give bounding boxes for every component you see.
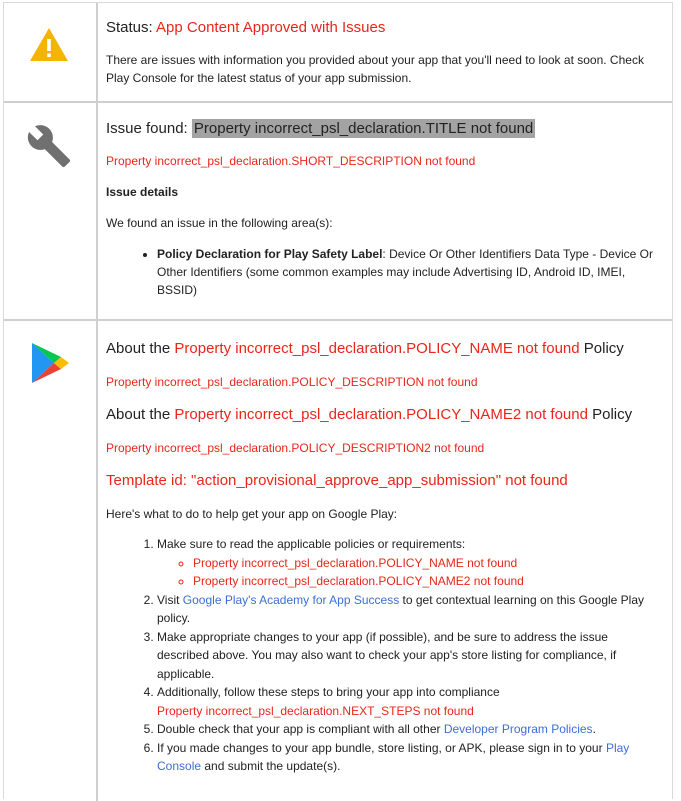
google-play-icon <box>30 341 70 385</box>
step-2-pre: Visit <box>157 592 183 607</box>
template-error: Template id: "action_provisional_approve_app_submission" not found <box>106 472 568 489</box>
about-prefix: About the <box>106 340 175 357</box>
step-5 <box>157 720 662 739</box>
about-prefix-2: About the <box>106 406 175 423</box>
step-6-pre: If you made changes to your app bundle, store listing, or APK, please sign in to your <box>157 740 606 755</box>
step-2 <box>157 591 662 628</box>
step-1-text: Make sure to read the applicable policies or requirements: <box>157 537 466 551</box>
about-policy2-line <box>106 405 662 425</box>
step-6-post: and submit the update(s). <box>201 759 341 773</box>
step-2-post: to get contextual learning on this Google Play policy. <box>157 592 645 625</box>
policy-icon-column <box>4 321 98 801</box>
step-3: 3. Make appropriate changes to your app (if possible), and be sure to address the issue described above. You may also want to check your app's store listing for compliance, if applicable. <box>157 628 662 684</box>
policy-name2: Property incorrect_psl_declaration.POLICY_NAME2 not found <box>174 406 588 423</box>
warning-icon <box>28 26 70 64</box>
step-6 <box>157 739 662 776</box>
issue-area-text: : Device Or Other Identifiers Data Type - Device Or Other Identifiers (some common examples may include Advertising ID, Android ID, IMEI, BSSID) <box>157 247 653 297</box>
policy-section <box>4 319 672 801</box>
step-5-pre: Double check that your app is compliant with all other <box>157 722 444 736</box>
issue-icon-column <box>4 103 98 320</box>
policy-description: Property incorrect_psl_declaration.POLICY_DESCRIPTION not found <box>106 375 478 389</box>
about-policy-line <box>106 339 662 359</box>
step-4-detail: Property incorrect_psl_declaration.NEXT_STEPS not found <box>157 703 474 718</box>
policy-name: Property incorrect_psl_declaration.POLICY_NAME not found <box>174 340 580 357</box>
step-1-sublist <box>157 554 662 591</box>
issue-section <box>4 101 672 320</box>
issue-area-name: Policy Declaration for Play Safety Label <box>157 247 383 261</box>
status-line <box>106 18 662 38</box>
status-label: Status: <box>106 19 157 36</box>
step-1-item-2: ◦ Property incorrect_psl_declaration.POLICY_NAME2 not found <box>193 572 662 591</box>
email-body <box>3 2 673 799</box>
policy-suffix-2: Policy <box>587 406 633 423</box>
wrench-icon <box>26 123 72 169</box>
status-icon-column <box>4 3 98 101</box>
issue-label: Issue found: <box>106 120 192 137</box>
step-1 <box>157 535 662 591</box>
issue-areas-list <box>106 245 662 299</box>
steps-list <box>106 535 662 776</box>
steps-intro: Here's what to do to help get your app on Google Play: <box>106 507 398 521</box>
issue-title: Property incorrect_psl_declaration.TITLE not found <box>193 120 534 137</box>
status-value: App Content Approved with Issues <box>156 19 386 36</box>
play-console-link[interactable]: Play Console <box>157 740 630 773</box>
issue-found-text: We found an issue in the following area(s): <box>106 216 333 230</box>
issue-title-line <box>106 119 662 139</box>
academy-link[interactable]: Google Play's Academy for App Success <box>182 592 400 607</box>
step-4 <box>157 683 662 720</box>
developer-policies-link[interactable]: Developer Program Policies <box>443 722 593 736</box>
status-description: There are issues with information you provided about your app that you'll need to look at soon. Check Play Console for the latest status of your app submission. <box>106 53 644 85</box>
step-4-text: Additionally, follow these steps to bring your app into compliance <box>157 685 500 699</box>
step-5-post: . <box>592 722 596 736</box>
issue-short-description: Property incorrect_psl_declaration.SHORT_DESCRIPTION not found <box>106 154 476 168</box>
policy-description2: Property incorrect_psl_declaration.POLICY_DESCRIPTION2 not found <box>106 441 485 455</box>
issue-area-item <box>157 245 662 299</box>
status-section <box>4 3 672 101</box>
issue-details-heading: Issue details <box>106 185 179 199</box>
policy-suffix: Policy <box>579 340 624 357</box>
step-1-item-1: ◦ Property incorrect_psl_declaration.POLICY_NAME not found <box>193 554 662 573</box>
